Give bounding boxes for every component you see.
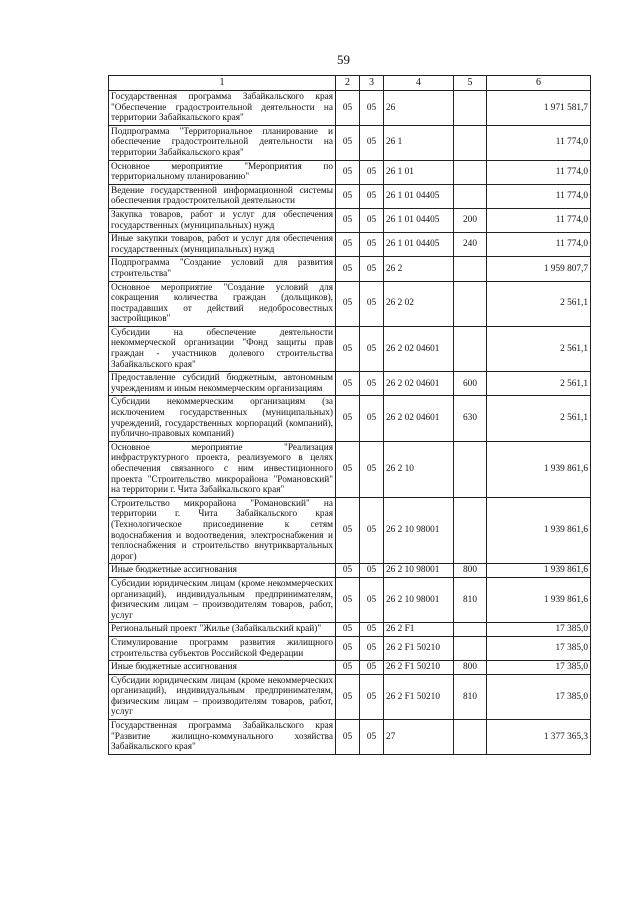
expense-type-cell <box>454 441 487 497</box>
subsection-code-cell: 05 <box>360 208 384 232</box>
amount-cell: 17 385,0 <box>487 661 591 675</box>
budget-table <box>108 75 591 755</box>
subsection-code-cell: 05 <box>360 623 384 637</box>
section-code-cell: 05 <box>336 372 360 396</box>
amount-cell: 1 377 365,3 <box>487 720 591 755</box>
row-name-cell: Основное мероприятие "Мероприятия по территориальному планированию" <box>109 160 336 184</box>
section-code-cell: 05 <box>336 497 360 564</box>
amount-cell: 2 561,1 <box>487 326 591 371</box>
target-article-cell: 26 2 F1 50210 <box>384 674 454 719</box>
section-code-cell: 05 <box>336 281 360 326</box>
table-body <box>109 91 591 755</box>
row-name-cell: Подпрограмма "Создание условий для развития строительства" <box>109 257 336 281</box>
table-row <box>109 91 591 126</box>
row-name-cell: Государственная программа Забайкальского края "Обеспечение градостроительной деятельности на территории Забайкальского края" <box>109 91 336 126</box>
target-article-cell: 26 1 01 04405 <box>384 208 454 232</box>
section-code-cell: 05 <box>336 208 360 232</box>
section-code-cell: 05 <box>336 91 360 126</box>
row-name-cell: Закупка товаров, работ и услуг для обеспечения государственных (муниципальных) нужд <box>109 208 336 232</box>
expense-type-cell <box>454 91 487 126</box>
amount-cell: 17 385,0 <box>487 636 591 660</box>
table-row <box>109 497 591 564</box>
section-code-cell: 05 <box>336 184 360 208</box>
table-row <box>109 372 591 396</box>
row-name-cell: Иные бюджетные ассигнования <box>109 661 336 675</box>
expense-type-cell <box>454 257 487 281</box>
expense-type-cell: 800 <box>454 564 487 578</box>
section-code-cell: 05 <box>336 160 360 184</box>
table-row <box>109 564 591 578</box>
table-row <box>109 720 591 755</box>
row-name-cell: Субсидии юридическим лицам (кроме некоммерческих организаций), индивидуальным предпринимателям, физическим лицам – производителям товаров, работ, услуг <box>109 674 336 719</box>
target-article-cell: 27 <box>384 720 454 755</box>
row-name-cell: Иные закупки товаров, работ и услуг для обеспечения государственных (муниципальных) нужд <box>109 233 336 257</box>
subsection-code-cell: 05 <box>360 326 384 371</box>
subsection-code-cell: 05 <box>360 281 384 326</box>
amount-cell: 2 561,1 <box>487 281 591 326</box>
row-name-cell: Субсидии некоммерческим организациям (за исключением государственных (муниципальных) учреждений, государственных корпораций (компаний), публично-правовых компаний) <box>109 396 336 441</box>
subsection-code-cell: 05 <box>360 233 384 257</box>
row-name-cell: Субсидии юридическим лицам (кроме некоммерческих организаций), индивидуальным предпринимателям, физическим лицам – производителям товаров, работ, услуг <box>109 577 336 622</box>
expense-type-cell <box>454 497 487 564</box>
target-article-cell: 26 2 F1 <box>384 623 454 637</box>
section-code-cell: 05 <box>336 326 360 371</box>
amount-cell: 1 939 861,6 <box>487 497 591 564</box>
table-row <box>109 160 591 184</box>
column-header: 6 <box>487 76 591 91</box>
amount-cell: 11 774,0 <box>487 184 591 208</box>
section-code-cell: 05 <box>336 564 360 578</box>
target-article-cell: 26 2 F1 50210 <box>384 661 454 675</box>
expense-type-cell <box>454 636 487 660</box>
amount-cell: 1 939 861,6 <box>487 441 591 497</box>
table-row <box>109 208 591 232</box>
row-name-cell: Иные бюджетные ассигнования <box>109 564 336 578</box>
subsection-code-cell: 05 <box>360 674 384 719</box>
section-code-cell: 05 <box>336 577 360 622</box>
column-header: 3 <box>360 76 384 91</box>
table-header-row <box>109 76 591 91</box>
amount-cell: 2 561,1 <box>487 396 591 441</box>
amount-cell: 1 971 581,7 <box>487 91 591 126</box>
target-article-cell: 26 2 02 <box>384 281 454 326</box>
section-code-cell: 05 <box>336 623 360 637</box>
subsection-code-cell: 05 <box>360 372 384 396</box>
section-code-cell: 05 <box>336 720 360 755</box>
table-row <box>109 257 591 281</box>
row-name-cell: Основное мероприятие "Реализация инфраструктурного проекта, реализуемого в целях обеспечения связанного с ним инвестиционного проекта "Строительство микрорайона "Романовский" на территории г. Чита Забайкальского края" <box>109 441 336 497</box>
subsection-code-cell: 05 <box>360 160 384 184</box>
section-code-cell: 05 <box>336 233 360 257</box>
amount-cell: 11 774,0 <box>487 125 591 160</box>
expense-type-cell: 600 <box>454 372 487 396</box>
table-row <box>109 674 591 719</box>
subsection-code-cell: 05 <box>360 184 384 208</box>
row-name-cell: Подпрограмма "Территориальное планирование и обеспечение градостроительной деятельности на территории Забайкальского края" <box>109 125 336 160</box>
subsection-code-cell: 05 <box>360 257 384 281</box>
row-name-cell: Ведение государственной информационной системы обеспечения градостроительной деятельности <box>109 184 336 208</box>
expense-type-cell: 630 <box>454 396 487 441</box>
subsection-code-cell: 05 <box>360 720 384 755</box>
expense-type-cell <box>454 720 487 755</box>
expense-type-cell: 800 <box>454 661 487 675</box>
target-article-cell: 26 2 02 04601 <box>384 326 454 371</box>
target-article-cell: 26 1 <box>384 125 454 160</box>
page-number: 59 <box>337 52 350 67</box>
subsection-code-cell: 05 <box>360 636 384 660</box>
amount-cell: 11 774,0 <box>487 233 591 257</box>
subsection-code-cell: 05 <box>360 497 384 564</box>
column-header: 1 <box>109 76 336 91</box>
target-article-cell: 26 2 10 98001 <box>384 577 454 622</box>
target-article-cell: 26 <box>384 91 454 126</box>
subsection-code-cell: 05 <box>360 661 384 675</box>
target-article-cell: 26 1 01 04405 <box>384 233 454 257</box>
subsection-code-cell: 05 <box>360 91 384 126</box>
row-name-cell: Предоставление субсидий бюджетным, автономным учреждениям и иным некоммерческим организациям <box>109 372 336 396</box>
table-row <box>109 441 591 497</box>
amount-cell: 1 959 807,7 <box>487 257 591 281</box>
target-article-cell: 26 2 10 <box>384 441 454 497</box>
expense-type-cell <box>454 326 487 371</box>
expense-type-cell: 810 <box>454 577 487 622</box>
table-row <box>109 326 591 371</box>
section-code-cell: 05 <box>336 125 360 160</box>
expense-type-cell <box>454 160 487 184</box>
table-row <box>109 233 591 257</box>
target-article-cell: 26 2 <box>384 257 454 281</box>
amount-cell: 1 939 861,6 <box>487 564 591 578</box>
amount-cell: 2 561,1 <box>487 372 591 396</box>
table-row <box>109 184 591 208</box>
table-row <box>109 623 591 637</box>
expense-type-cell: 200 <box>454 208 487 232</box>
table-row <box>109 661 591 675</box>
subsection-code-cell: 05 <box>360 564 384 578</box>
section-code-cell: 05 <box>336 636 360 660</box>
section-code-cell: 05 <box>336 674 360 719</box>
section-code-cell: 05 <box>336 441 360 497</box>
row-name-cell: Государственная программа Забайкальского края "Развитие жилищно-коммунального хозяйства Забайкальского края" <box>109 720 336 755</box>
section-code-cell: 05 <box>336 396 360 441</box>
target-article-cell: 26 2 02 04601 <box>384 396 454 441</box>
amount-cell: 17 385,0 <box>487 623 591 637</box>
section-code-cell: 05 <box>336 661 360 675</box>
target-article-cell: 26 1 01 <box>384 160 454 184</box>
table-row <box>109 636 591 660</box>
target-article-cell: 26 2 02 04601 <box>384 372 454 396</box>
subsection-code-cell: 05 <box>360 577 384 622</box>
column-header: 5 <box>454 76 487 91</box>
amount-cell: 17 385,0 <box>487 674 591 719</box>
subsection-code-cell: 05 <box>360 441 384 497</box>
amount-cell: 11 774,0 <box>487 208 591 232</box>
table-row <box>109 281 591 326</box>
column-header: 4 <box>384 76 454 91</box>
expense-type-cell <box>454 281 487 326</box>
row-name-cell: Региональный проект "Жилье (Забайкальский край)" <box>109 623 336 637</box>
row-name-cell: Строительство микрорайона "Романовский" на территории г. Чита Забайкальского края (Технологическое присоединение к сетям водоснабжения и водоотведения, электроснабжения и теплоснабжения и строительство внутриквартальных дорог) <box>109 497 336 564</box>
target-article-cell: 26 2 10 98001 <box>384 564 454 578</box>
column-header: 2 <box>336 76 360 91</box>
table-row <box>109 577 591 622</box>
subsection-code-cell: 05 <box>360 396 384 441</box>
target-article-cell: 26 1 01 04405 <box>384 184 454 208</box>
expense-type-cell: 240 <box>454 233 487 257</box>
row-name-cell: Основное мероприятие "Создание условий для сокращения количества граждан (дольщиков), пострадавших от действий недобросовестных застройщиков" <box>109 281 336 326</box>
target-article-cell: 26 2 F1 50210 <box>384 636 454 660</box>
amount-cell: 1 939 861,6 <box>487 577 591 622</box>
row-name-cell: Субсидии на обеспечение деятельности некоммерческой организации "Фонд защиты прав граждан - участников долевого строительства Забайкальского края" <box>109 326 336 371</box>
amount-cell: 11 774,0 <box>487 160 591 184</box>
expense-type-cell <box>454 623 487 637</box>
table-row <box>109 125 591 160</box>
table-row <box>109 396 591 441</box>
section-code-cell: 05 <box>336 257 360 281</box>
row-name-cell: Стимулирование программ развития жилищного строительства субъектов Российской Федерации <box>109 636 336 660</box>
target-article-cell: 26 2 10 98001 <box>384 497 454 564</box>
expense-type-cell <box>454 125 487 160</box>
expense-type-cell <box>454 184 487 208</box>
subsection-code-cell: 05 <box>360 125 384 160</box>
expense-type-cell: 810 <box>454 674 487 719</box>
